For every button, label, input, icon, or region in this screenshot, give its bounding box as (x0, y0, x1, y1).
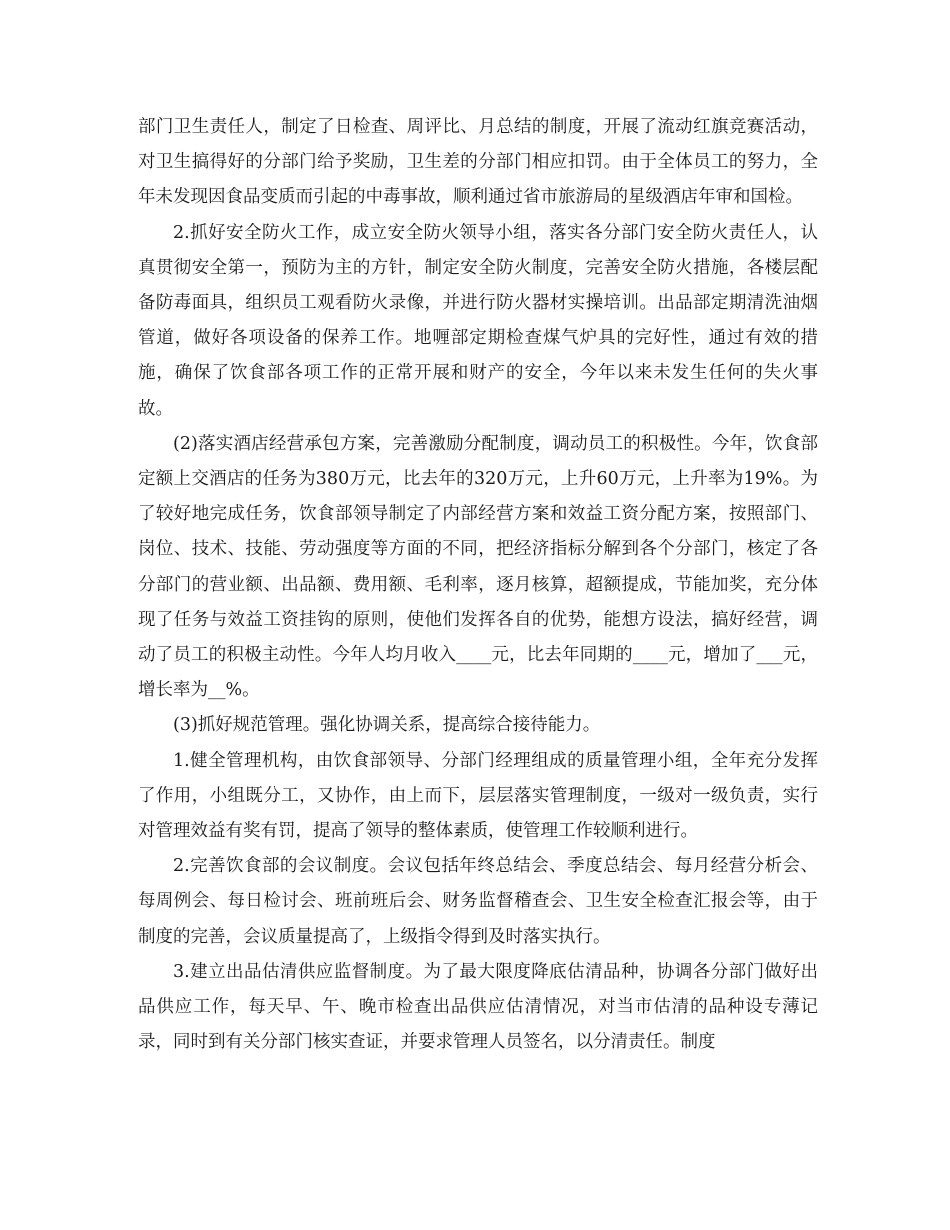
document-body (138, 110, 818, 1060)
paragraph-fire-safety: 2.抓好安全防火工作，成立安全防火领导小组，落实各分部门安全防火责任人，认真贯彻安全第一，预防为主的方针，制定安全防火制度，完善安全防火措施，各楼层配备防毒面具，组织员工观看防火录像，并进行防火器材实操培训。出品部定期清洗油烟管道，做好各项设备的保养工作。地喱部定期检查煤气炉具的完好性，通过有效的措施，确保了饮食部各项工作的正常开展和财产的安全，今年以来未发生任何的失火事故。 (138, 222, 818, 419)
paragraph-supply-supervision: 3.建立出品估清供应监督制度。为了最大限度降底估清品种，协调各分部门做好出品供应工作，每天早、午、晚市检查出品供应估清情况，对当市估清的品种设专薄记录，同时到有关分部门核实查证，并要求管理人员签名，以分清责任。制度 (138, 961, 818, 1053)
paragraph-contract-plan: (2)落实酒店经营承包方案，完善激励分配制度，调动员工的积极性。今年，饮食部定额上交酒店的任务为380万元，比去年的320万元，上升60万元，上升率为19%。为了较好地完成任务，饮食部领导制定了内部经营方案和效益工资分配方案，按照部门、岗位、技术、技能、劳动强度等方面的不同，把经济指标分解到各个分部门，核定了各分部门的营业额、出品额、费用额、毛利率，逐月核算，超额提成，节能加奖，充分体现了任务与效益工资挂钩的原则，使他们发挥各自的优势，能想方设法，搞好经营，调动了员工的积极主动性。今年人均月收入____元，比去年同期的____元，增加了___元，增长率为__%。 (138, 433, 818, 701)
paragraph-standard-management: (3)抓好规范管理。强化协调关系，提高综合接待能力。 (173, 715, 601, 736)
paragraph-management-structure: 1.健全管理机构，由饮食部领导、分部门经理组成的质量管理小组，全年充分发挥了作用，小组既分工，又协作，由上而下，层层落实管理制度，一级对一级负责，实行对管理效益有奖有罚，提高了领导的整体素质，使管理工作较顺利进行。 (138, 750, 818, 842)
paragraph-hygiene-responsibility: 部门卫生责任人，制定了日检查、周评比、月总结的制度，开展了流动红旗竞赛活动，对卫生搞得好的分部门给予奖励，卫生差的分部门相应扣罚。由于全体员工的努力，全年未发现因食品变质而引起的中毒事故，顺利通过省市旅游局的星级酒店年审和国检。 (138, 117, 818, 208)
paragraph-meeting-system: 2.完善饮食部的会议制度。会议包括年终总结会、季度总结会、每月经营分析会、每周例会、每日检讨会、班前班后会、财务监督稽查会、卫生安全检查汇报会等，由于制度的完善，会议质量提高了，上级指令得到及时落实执行。 (138, 856, 818, 947)
